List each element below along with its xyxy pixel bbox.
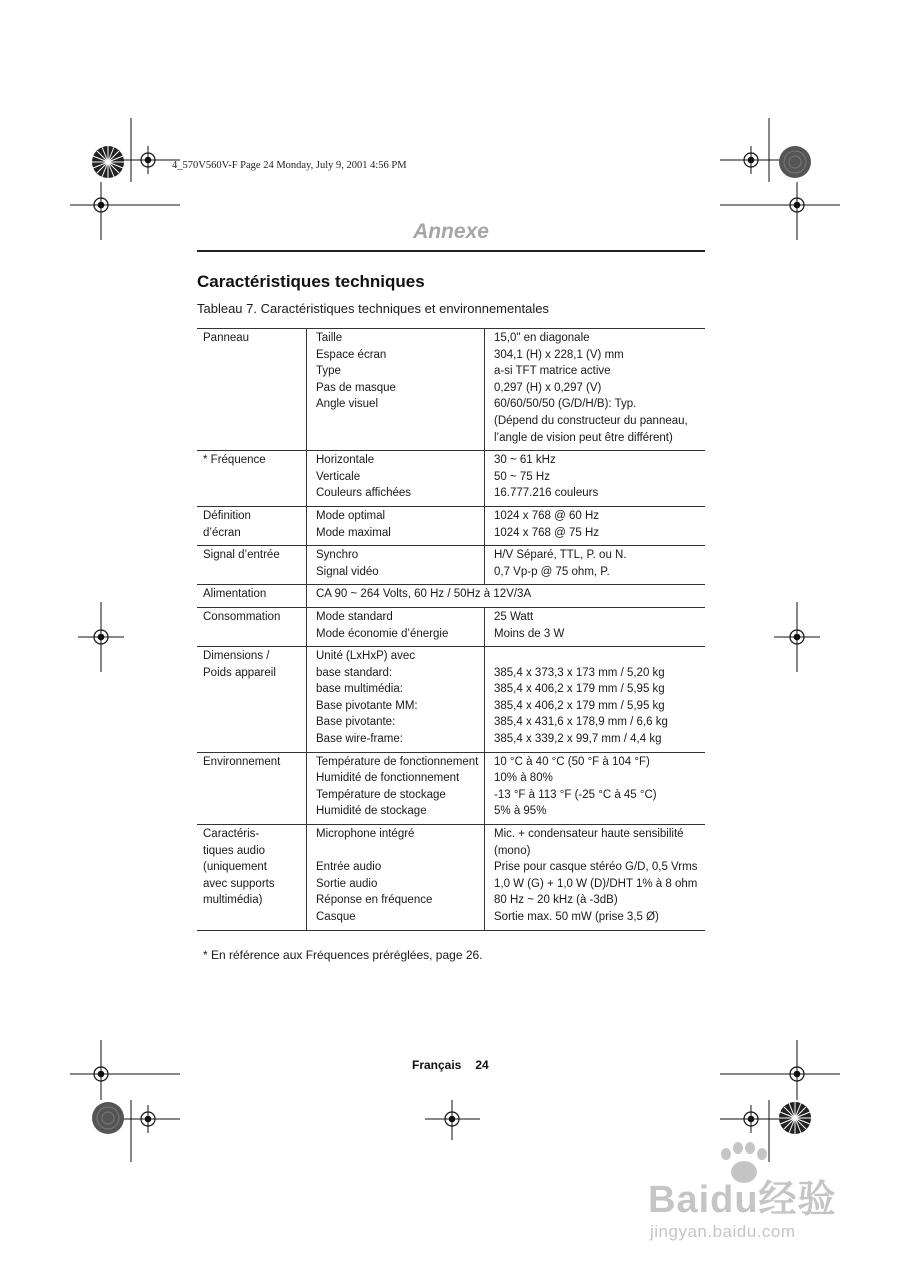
spec-items [307,647,485,753]
spec-item: Type [316,365,341,378]
table-row [197,451,705,507]
category-line: Caractéris- [203,828,260,841]
spec-value: Moins de 3 W [494,627,565,640]
spec-value: 10% à 80% [494,772,553,785]
category-line: Environnement [203,755,281,768]
spec-item: Espace écran [316,348,387,361]
spec-items [307,506,485,545]
spec-value: 385,4 x 373,3 x 173 mm / 5,20 kg [494,666,665,679]
spec-item: Humidité de stockage [316,805,427,818]
spec-value: -13 °F à 113 °F (-25 °C à 45 °C) [494,788,657,801]
spec-items [307,607,485,646]
spec-values [485,546,706,585]
spec-item: Humidité de fonctionnement [316,772,460,785]
header-rule [197,250,705,252]
spec-value: 30 ~ 61 kHz [494,454,556,467]
spec-value [494,648,705,665]
table-row [197,647,705,753]
spec-value: 60/60/50/50 (G/D/H/B): Typ. [494,398,637,411]
spec-value: 385,4 x 431,6 x 178,9 mm / 6,6 kg [494,716,668,729]
watermark [640,1140,870,1250]
spec-value: 80 Hz ~ 20 kHz (à -3dB) [494,894,618,907]
spec-value: 5% à 95% [494,805,547,818]
category-line: tiques audio [203,844,266,857]
spec-table [197,328,705,931]
table-row [197,585,705,608]
spec-values [485,329,706,451]
spec-items [307,752,485,824]
spec-item: Microphone intégré [316,828,415,841]
spec-value: 385,4 x 406,2 x 179 mm / 5,95 kg [494,683,665,696]
category-line: (uniquement [203,861,267,874]
category-line: multimédia) [203,894,263,907]
spec-value: 25 Watt [494,610,534,623]
spec-category [197,585,307,608]
spec-category [197,451,307,507]
footnote: * En référence aux Fréquences préréglées, page 26. [203,948,483,962]
category-line: Alimentation [203,588,267,601]
spec-item: Horizontale [316,454,375,467]
category-line: avec supports [203,877,275,890]
table-row [197,546,705,585]
spec-item: Signal vidéo [316,565,379,578]
print-slug-line: 4_570V560V-F Page 24 Monday, July 9, 2001 4:56 PM [172,160,407,171]
spec-category [197,329,307,451]
spec-item: Base pivotante MM: [316,699,418,712]
watermark-logo: Baidu经验 [648,1179,837,1221]
table-row [197,825,705,931]
spec-item: Température de stockage [316,788,446,801]
spec-values [485,752,706,824]
spec-values [485,825,706,931]
spec-item: base standard: [316,666,393,679]
spec-value: 16.777.216 couleurs [494,487,599,500]
chapter-heading: Annexe [413,220,489,243]
spec-values [485,451,706,507]
spec-item: Mode économie d’énergie [316,627,449,640]
spec-item: Couleurs affichées [316,487,412,500]
table-row [197,752,705,824]
spec-value: 50 ~ 75 Hz [494,470,550,483]
category-line: Signal d’entrée [203,549,280,562]
spec-values [485,607,706,646]
spec-value: Prise pour casque stéréo G/D, 0,5 Vrms [494,861,698,874]
table-row [197,329,705,451]
spec-items [307,329,485,451]
spec-item: Mode standard [316,610,393,623]
category-line: Dimensions / [203,650,270,663]
spec-value: Sortie max. 50 mW (prise 3,5 Ø) [494,911,659,923]
spec-value: 10 °C à 40 °C (50 °F à 104 °F) [494,755,650,768]
spec-value: 385,4 x 339,2 x 99,7 mm / 4,4 kg [494,733,662,746]
spec-item: Synchro [316,549,359,562]
category-line: Poids appareil [203,666,276,679]
spec-span-value: CA 90 ~ 264 Volts, 60 Hz / 50Hz à 12V/3A [307,585,706,608]
footer-language: Français [412,1058,462,1072]
section-title: Caractéristiques techniques [197,272,425,291]
spec-category [197,546,307,585]
spec-item: Verticale [316,470,361,483]
spec-item: Mode optimal [316,509,386,522]
spec-item [316,843,484,860]
spec-value: (mono) [494,844,531,857]
spec-item: Base pivotante: [316,716,396,729]
page-footer [412,1058,489,1072]
spec-value: Mic. + condensateur haute sensibilité [494,828,684,841]
spec-value: 304,1 (H) x 228,1 (V) mm [494,348,624,361]
spec-category [197,752,307,824]
spec-value: 1024 x 768 @ 60 Hz [494,509,600,522]
spec-category [197,506,307,545]
spec-item: Base wire-frame: [316,733,403,746]
spec-value: 0,297 (H) x 0,297 (V) [494,381,602,394]
spec-category [197,647,307,753]
category-line: Panneau [203,332,250,344]
spec-value: 385,4 x 406,2 x 179 mm / 5,95 kg [494,699,665,712]
category-line: Définition [203,509,251,522]
spec-value: 1024 x 768 @ 75 Hz [494,526,600,539]
spec-value: H/V Séparé, TTL, P. ou N. [494,549,627,562]
spec-value: l’angle de vision peut être différent) [494,431,673,444]
spec-value: (Dépend du constructeur du panneau, [494,414,688,427]
spec-item: Température de fonctionnement [316,755,479,768]
category-line: Consommation [203,610,281,623]
spec-items [307,451,485,507]
spec-value: a-si TFT matrice active [494,365,611,378]
category-line: * Fréquence [203,454,266,467]
spec-item: Taille [316,332,343,344]
spec-item: Mode maximal [316,526,391,539]
spec-item: Sortie audio [316,877,378,890]
spec-values [485,506,706,545]
spec-items [307,825,485,931]
spec-item: Unité (LxHxP) avec [316,650,416,663]
category-line: d’écran [203,526,241,539]
table-row [197,506,705,545]
table-caption: Tableau 7. Caractéristiques techniques et environnementales [197,301,549,316]
spec-item: Réponse en fréquence [316,894,433,907]
spec-values [485,647,706,753]
table-row [197,607,705,646]
spec-value: 1,0 W (G) + 1,0 W (D)/DHT 1% à 8 ohm [494,877,698,890]
spec-items [307,546,485,585]
spec-value: 0,7 Vp-p @ 75 ohm, P. [494,565,610,578]
spec-category [197,825,307,931]
spec-item: base multimédia: [316,683,403,696]
spec-item: Entrée audio [316,861,382,874]
spec-value: 15,0" en diagonale [494,332,590,344]
spec-item: Angle visuel [316,398,379,411]
spec-item: Pas de masque [316,381,396,394]
spec-category [197,607,307,646]
page-number: 24 [475,1058,489,1072]
watermark-url: jingyan.baidu.com [650,1222,796,1241]
spec-item: Casque [316,911,356,923]
